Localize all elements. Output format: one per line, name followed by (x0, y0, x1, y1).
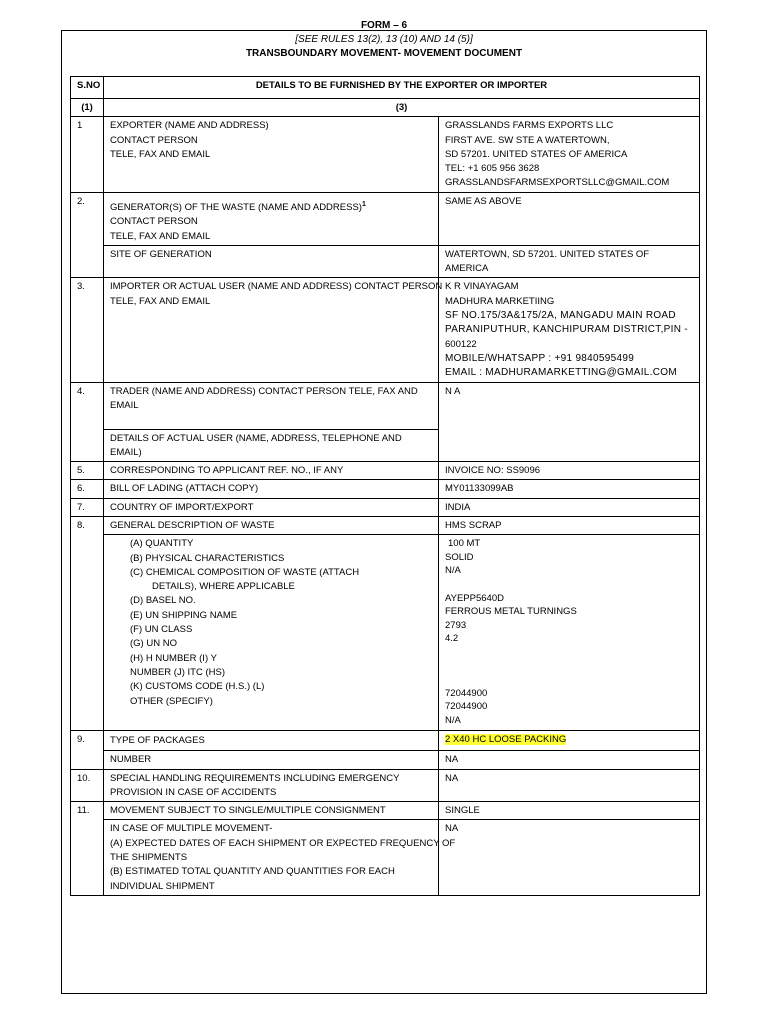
special-handling-value: NA (439, 769, 700, 802)
row-sno: 6. (71, 480, 104, 498)
text-line: DETAILS), WHERE APPLICABLE (152, 581, 295, 593)
text-line: EMAIL : MADHURAMARKETTING@GMAIL.COM (445, 367, 677, 379)
text-line: IN CASE OF MULTIPLE MOVEMENT- (110, 823, 273, 835)
country-value: INDIA (439, 498, 700, 516)
text-line: CONTACT PERSON (110, 134, 198, 146)
text-line: N/A (445, 715, 461, 726)
waste-description-label: GENERAL DESCRIPTION OF WASTE (104, 516, 439, 534)
text-line: (D) BASEL NO. (130, 595, 196, 607)
text-line: (C) CHEMICAL COMPOSITION OF WASTE (ATTACH (130, 566, 360, 578)
col-header-sno: S.NO (71, 77, 104, 99)
col-header-details: DETAILS TO BE FURNISHED BY THE EXPORTER OR IMPORTER (104, 77, 700, 99)
table-row (71, 382, 700, 429)
table-row (71, 731, 700, 751)
text-line: (A) EXPECTED DATES OF EACH SHIPMENT OR EXPECTED FREQUENCY OF (110, 837, 456, 849)
row-sno: 9. (71, 731, 104, 769)
table-row (71, 751, 700, 769)
text-line: FIRST AVE. SW STE A WATERTOWN, (445, 134, 610, 146)
text-line: (F) UN CLASS (130, 624, 193, 636)
table-row (71, 480, 700, 498)
text-line: OTHER (SPECIFY) (130, 695, 213, 707)
consignment-value: SINGLE (439, 802, 700, 820)
text-line: GENERATOR(S) OF THE WASTE (NAME AND ADDRESS) (110, 201, 362, 213)
country-label: COUNTRY OF IMPORT/EXPORT (104, 498, 439, 516)
package-number-label: NUMBER (104, 751, 439, 769)
text-line: AYEPP5640D (445, 592, 504, 604)
multiple-movement-value: NA (439, 820, 700, 896)
col-number-3: (3) (104, 99, 700, 117)
text-line: TEL: +1 605 956 3628 (445, 163, 540, 175)
table-row (71, 820, 700, 896)
text-line: MOBILE/WHATSAPP : +91 9840595499 (445, 352, 635, 364)
exporter-value (439, 117, 700, 192)
text-line: MADHURA MARKETIING (445, 295, 555, 307)
movement-document-table (70, 76, 700, 896)
text-line (445, 660, 693, 674)
waste-sub-values (439, 535, 700, 731)
row-sno: 7. (71, 498, 104, 516)
row-sno: 4. (71, 382, 104, 462)
text-line: N/A (445, 565, 461, 577)
text-line: 72044900 (445, 701, 488, 713)
text-line: 72044900 (445, 687, 488, 699)
table-row (71, 498, 700, 516)
package-type-value (439, 731, 700, 751)
table-row (71, 516, 700, 534)
text-line: SPECIAL HANDLING REQUIREMENTS INCLUDING EMERGENCY (110, 772, 400, 784)
exporter-label (104, 117, 439, 192)
consignment-label: MOVEMENT SUBJECT TO SINGLE/MULTIPLE CONSIGNMENT (104, 802, 439, 820)
text-line: (A) QUANTITY (130, 538, 194, 550)
text-line: GRASSLANDSFARMSEXPORTSLLC@GMAIL.COM (445, 177, 670, 189)
table-row (71, 117, 700, 192)
package-type-label: TYPE OF PACKAGES (104, 731, 439, 751)
text-line: INDIVIDUAL SHIPMENT (110, 880, 215, 892)
footnote-marker: 1 (361, 200, 366, 208)
text-line: 100 MT (448, 538, 481, 550)
form-number: FORM – 6 (360, 20, 408, 31)
row-sno: 10. (71, 769, 104, 802)
text-line: (H) H NUMBER (I) Y (130, 652, 217, 664)
table-row (71, 769, 700, 802)
actual-user-label: DETAILS OF ACTUAL USER (NAME, ADDRESS, TELEPHONE AND EMAIL) (104, 429, 439, 462)
invoice-value: INVOICE NO: SS9096 (439, 462, 700, 480)
text-line: (E) UN SHIPPING NAME (130, 609, 238, 621)
generator-value: SAME AS ABOVE (439, 192, 700, 245)
text-line: TELE, FAX AND EMAIL (110, 148, 211, 160)
text-line: (G) UN NO (130, 638, 177, 650)
table-header-row (71, 77, 700, 99)
trader-value: N A (439, 382, 700, 462)
text-line: K R VINAYAGAM (445, 281, 519, 293)
table-row (71, 462, 700, 480)
text-line: (B) PHYSICAL CHARACTERISTICS (130, 552, 285, 564)
text-line: EXPORTER (NAME AND ADDRESS) (110, 120, 269, 132)
waste-sub-labels (104, 535, 439, 731)
importer-value (439, 278, 700, 382)
trader-label: TRADER (NAME AND ADDRESS) CONTACT PERSON TELE, FAX AND EMAIL (104, 382, 439, 429)
row-sno: 1 (71, 117, 104, 192)
text-line: TELE, FAX AND EMAIL (110, 295, 211, 307)
generator-label (104, 192, 439, 245)
text-line: FERROUS METAL TURNINGS (445, 606, 577, 618)
text-line: 2793 (445, 619, 467, 631)
text-line: SF NO.175/3A&175/2A, MANGADU MAIN ROAD (445, 310, 676, 322)
text-line: THE SHIPMENTS (110, 852, 188, 864)
text-line: PARANIPUTHUR, KANCHIPURAM DISTRICT,PIN - (445, 324, 688, 336)
package-number-value: NA (439, 751, 700, 769)
table-row (71, 192, 700, 245)
row-sno: 11. (71, 802, 104, 896)
text-line: TELE, FAX AND EMAIL (110, 230, 211, 242)
site-of-generation-label: SITE OF GENERATION (104, 245, 439, 278)
text-line: 600122 (445, 338, 477, 350)
row-sno: 8. (71, 516, 104, 730)
site-of-generation-value: WATERTOWN, SD 57201. UNITED STATES OF AMERICA (439, 245, 700, 278)
importer-label (104, 278, 443, 382)
table-row (71, 535, 700, 731)
row-sno: 5. (71, 462, 104, 480)
col-number-1: (1) (71, 99, 104, 117)
text-line (445, 578, 693, 592)
bill-of-lading-label: BILL OF LADING (ATTACH COPY) (104, 480, 439, 498)
bill-of-lading-value: MY01133099AB (439, 480, 700, 498)
form-heading: TRANSBOUNDARY MOVEMENT- MOVEMENT DOCUMENT (245, 48, 523, 59)
text-line: NUMBER (J) ITC (HS) (130, 666, 225, 678)
text-line: GRASSLANDS FARMS EXPORTS LLC (445, 120, 614, 132)
text-line: SOLID (445, 551, 474, 563)
table-row (71, 278, 700, 382)
applicant-ref-label: CORRESPONDING TO APPLICANT REF. NO., IF ANY (104, 462, 439, 480)
text-line: 4.2 (445, 633, 459, 645)
highlighted-text: 2 X40 HC LOOSE PACKING (445, 734, 567, 746)
text-line (445, 673, 693, 687)
waste-description-value: HMS SCRAP (439, 516, 700, 534)
text-line: IMPORTER OR ACTUAL USER (NAME AND ADDRESS) CONTACT PERSON (110, 281, 443, 293)
text-line: (B) ESTIMATED TOTAL QUANTITY AND QUANTITIES FOR EACH (110, 866, 395, 878)
text-line: PROVISION IN CASE OF ACCIDENTS (110, 786, 277, 798)
row-sno: 2. (71, 192, 104, 278)
special-handling-label (104, 769, 439, 802)
row-sno: 3. (71, 278, 104, 382)
text-line: SD 57201. UNITED STATES OF AMERICA (445, 148, 628, 160)
table-row (71, 802, 700, 820)
table-row (71, 245, 700, 278)
text-line: CONTACT PERSON (110, 216, 198, 228)
text-line (445, 646, 693, 660)
table-number-row (71, 99, 700, 117)
form-rules: [SEE RULES 13(2), 13 (10) AND 14 (5)] (295, 34, 473, 45)
text-line: (K) CUSTOMS CODE (H.S.) (L) (130, 681, 265, 693)
